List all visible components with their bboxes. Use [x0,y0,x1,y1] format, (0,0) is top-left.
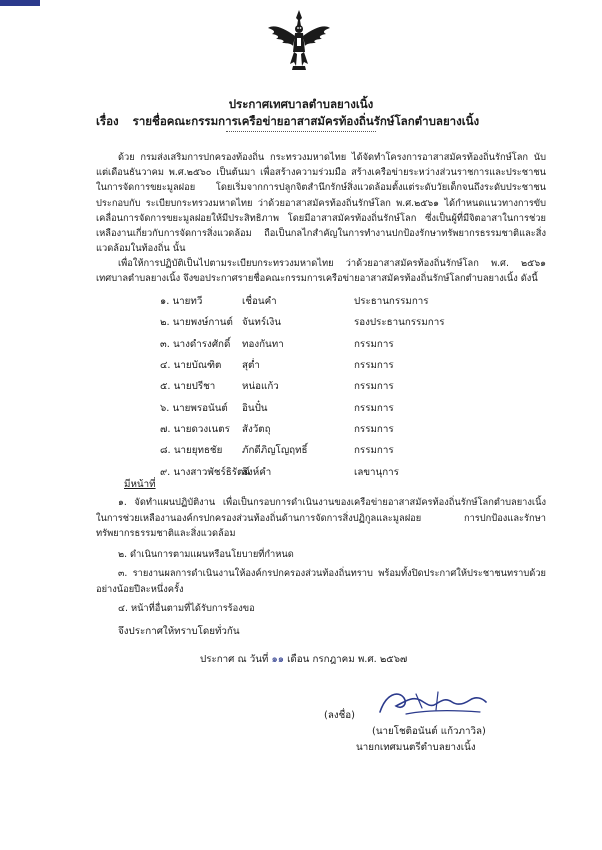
member-surname: จันทร์เงิน [242,317,281,329]
member-surname: อินปั๋น [242,402,268,414]
member-role: กรรมการ [354,445,394,457]
paragraph-2: เพื่อให้การปฏิบัติเป็นไปตามระเบียบกระทรวงมหาดไทย ว่าด้วยอาสาสมัครท้องถิ่นรักษ์โลก พ.ศ. ๒๕๖๑ เทศบาลตำบลยางเนิ้ง จึงขอประกาศรายชื่อคณะกรรมการเครือข่ายอาสาสมัครท้องถิ่นรักษ์โลกตำบลยางเนิ้ง ดังนี้ [96,258,546,285]
garuda-emblem-icon [266,8,332,74]
announce-line: จึงประกาศให้ทราบโดยทั่วกัน [118,626,240,637]
paragraph-1: ด้วย กรมส่งเสริมการปกครองท้องถิ่น กระทรวงมหาดไทย ได้จัดทำโครงการอาสาสมัครท้องถิ่นรักษ์โลก นับแต่เดือนธันวาคม พ.ศ.๒๕๖๐ เป็นต้นมา เพื่อสร้างความร่วมมือ สร้างเครือข่ายระหว่างส่วนราชการและประชาชนในการจัดการขยะมูลฝอย โดยเริ่มจากการปลูกจิตสำนึกรักษ์สิ่งแวดล้อมตั้งแต่ระดับวัยเด็กจนถึงระดับประชาชน ประกอบกับ ระเบียบกระทรวงมหาดไทย ว่าด้วยอาสาสมัครท้องถิ่นรักษ์โลก พ.ศ.๒๕๖๑ ได้กำหนดแนวทางการขับเคลื่อนการจัดการขยะมูลฝอยให้มีประสิทธิภาพ โดยมีอาสาสมัครท้องถิ่นรักษ์โลก ซึ่งเป็นผู้ที่มีจิตอาสาในการช่วยเหลืองานเกี่ยวกับการจัดการสิ่งแวดล้อม ถือเป็นกลไกสำคัญในการทำงานปกป้องรักษาทรัพยากรธรรมชาติและสิ่งแวดล้อมในท้องถิ่น นั้น [96,152,546,255]
member-name: ๙. นางสาวพัชร์ธิรัตน์ [160,466,251,478]
member-name: ๑. นายทวี [160,296,203,308]
member-row [160,355,444,376]
member-list [160,291,444,483]
member-role: กรรมการ [354,360,394,372]
member-row [160,419,444,440]
member-row [160,376,444,397]
signer-name: (นายโชติอนันต์ แก้วภาวิล) [372,726,486,737]
corner-mark [0,0,40,6]
signed-label: (ลงชื่อ) [324,710,355,721]
member-surname: เชื่อนคำ [242,296,277,308]
handwritten-signature [376,684,488,720]
member-name: ๘. นายยุทธชัย [160,445,223,457]
member-name: ๕. นายปรีชา [160,381,216,393]
duty-item-2: ๒. ดำเนินการตามแผนหรือนโยบายที่กำหนด [118,549,294,560]
member-row [160,334,444,355]
member-surname: ภักดีภิญโญฤทธิ์ [242,445,308,457]
duties-heading: มีหน้าที่ [124,479,156,490]
member-role: กรรมการ [354,338,394,350]
member-name: ๓. นางดำรงศักดิ์ [160,338,231,350]
member-name: ๒. นายพงษ์กานต์ [160,317,233,329]
duty-item-1: ๑. จัดทำแผนปฏิบัติงาน เพื่อเป็นกรอบการดำเนินงานของเครือข่ายอาสาสมัครท้องถิ่นรักษ์โลกตำบลยางเนิ้ง ในการช่วยเหลืองานองค์กรปกครองส่วนท้องถิ่นด้านการจัดการสิ่งปฏิกูลและมูลฝอย การปกป้องและรักษาทรัพยากรธรรมชาติและสิ่งแวดล้อม [96,497,546,539]
member-surname: ทองกันทา [242,338,284,350]
member-role: เลขานุการ [354,466,399,478]
member-surname: สุต่ำ [242,360,260,372]
duty-item-4: ๔. หน้าที่อื่นตามที่ได้รับการร้องขอ [118,603,255,614]
subject-label: เรื่อง [96,114,119,128]
date-year: พ.ศ. ๒๕๖๗ [357,654,408,665]
member-surname: หน่อแก้ว [242,381,279,393]
date-prefix: ประกาศ ณ วันที่ [200,654,269,665]
subject-line [96,113,479,131]
member-row [160,461,444,482]
subject-text: รายชื่อคณะกรรมการเครือข่ายอาสาสมัครท้องถิ่นรักษ์โลกตำบลยางเนิ้ง [132,114,480,128]
member-name: ๖. นายพรอนันต์ [160,402,228,414]
member-role: กรรมการ [354,423,394,435]
date-month: เดือน กรกฎาคม [287,654,355,665]
member-role: กรรมการ [354,381,394,393]
dotted-divider [226,131,376,132]
member-name: ๗. นายดวงเนตร [160,423,230,435]
member-row [160,291,444,312]
member-role: ประธานกรรมการ [354,296,429,308]
date-line [200,652,407,667]
member-name: ๔. นายบัณฑิต [160,360,222,372]
member-role: กรรมการ [354,402,394,414]
announcement-title: ประกาศเทศบาลตำบลยางเนิ้ง [228,97,374,111]
member-surname: สังวัตถุ [242,423,271,435]
member-row [160,312,444,333]
member-role: รองประธานกรรมการ [354,317,445,329]
member-row [160,397,444,418]
member-surname: สิงห์คำ [242,466,272,478]
duty-item-3: ๓. รายงานผลการดำเนินงานให้องค์กรปกครองส่วนท้องถิ่นทราบ พร้อมทั้งปิดประกาศให้ประชาชนทราบด้วย อย่างน้อยปีละหนึ่งครั้ง [96,568,546,595]
member-row [160,440,444,461]
date-day: ๑๑ [271,654,284,665]
signer-position: นายกเทศมนตรีตำบลยางเนิ้ง [356,742,476,753]
